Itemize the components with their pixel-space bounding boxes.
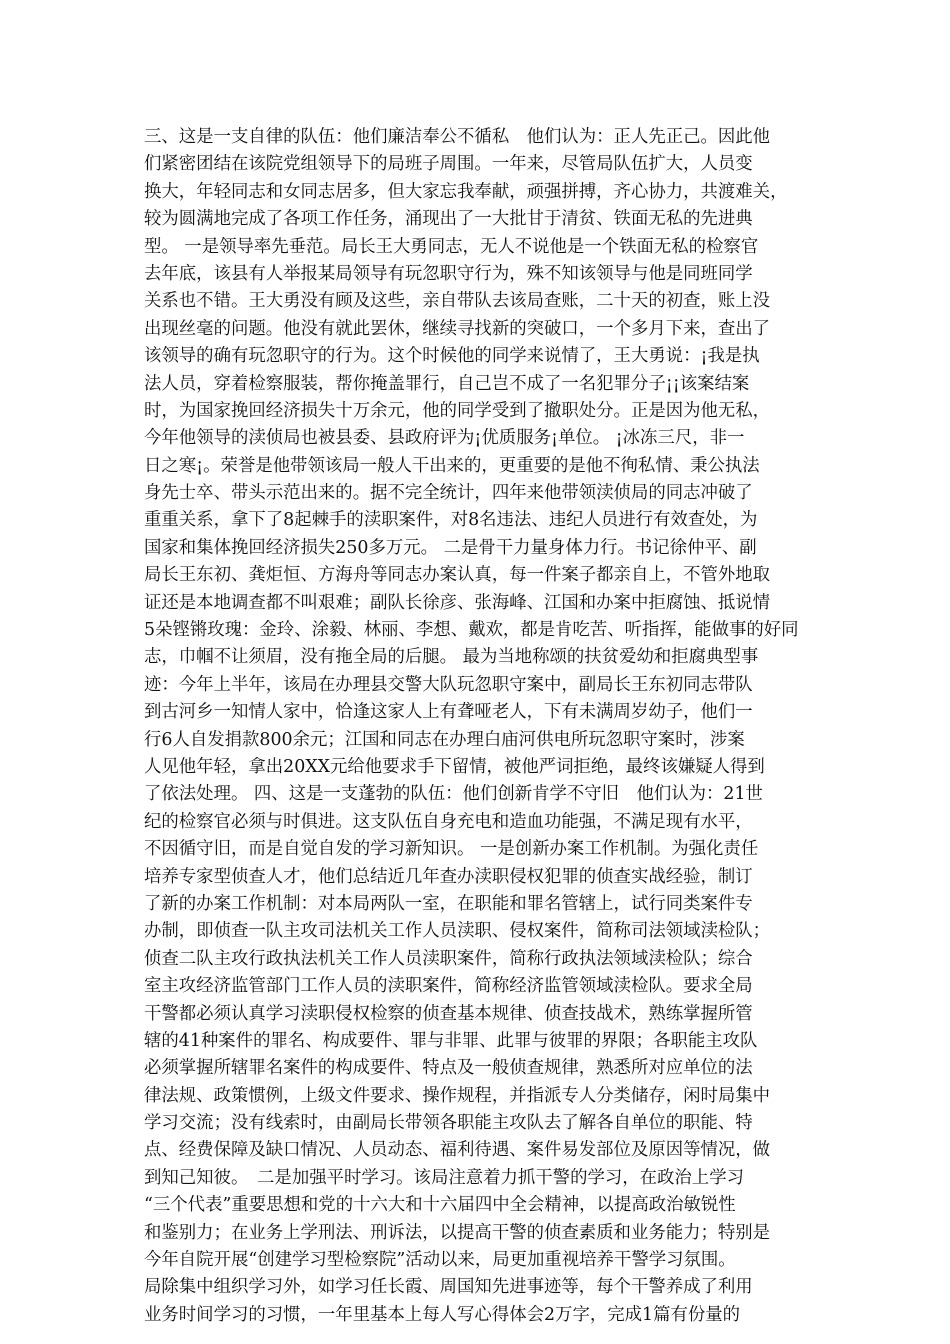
text-line: 较为圆满地完成了各项工作任务，涌现出了一大批甘于清贫、铁面无私的先进典 bbox=[144, 209, 753, 230]
text-line: 今年他领导的渎侦局也被县委、县政府评为¡优质服务¡单位。 ¡冰冻三尺，非一 bbox=[144, 428, 745, 449]
text-line: 行6人自发捐款800余元；江国和同志在办理白庙河供电所玩忽职守案时，涉案 bbox=[144, 729, 745, 750]
text-line: 了依法处理。 四、这是一支蓬勃的队伍：他们创新肯学不守旧 他们认为：21世 bbox=[144, 784, 763, 805]
text-line: 培养专家型侦查人才，他们总结近几年查办渎职侵权犯罪的侦查实战经验，制订 bbox=[144, 866, 753, 887]
text-line: 志，巾帼不让须眉，没有拖全局的后腿。 最为当地称颂的扶贫爱幼和拒腐典型事 bbox=[144, 647, 759, 668]
text-line: 国家和集体挽回经济损失250多万元。 二是骨干力量身体力行。书记徐仲平、副 bbox=[144, 537, 757, 558]
text-line: 和鉴别力；在业务上学刑法、刑诉法，以提高干警的侦查素质和业务能力；特别是 bbox=[144, 1222, 771, 1243]
text-line: 侦查二队主攻行政执法机关工作人员渎职案件，简称行政执法领域渎检队；综合 bbox=[144, 948, 753, 969]
text-line: 去年底，该县有人举报某局领导有玩忽职守行为，殊不知该领导与他是同班同学 bbox=[144, 263, 753, 284]
text-line: 不因循守旧，而是自觉自发的学习新知识。 一是创新办案工作机制。为强化责任 bbox=[144, 839, 759, 860]
text-line: 出现丝毫的问题。他没有就此罢休，继续寻找新的突破口，一个多月下来，查出了 bbox=[144, 318, 771, 339]
text-line: 日之寒¡。荣誉是他带领该局一般人干出来的，更重要的是他不徇私情、秉公执法 bbox=[144, 455, 760, 476]
text-line: 室主攻经济监管部门工作人员的渎职案件，简称经济监管领域渎检队。要求全局 bbox=[144, 976, 753, 997]
body-text bbox=[144, 124, 808, 1329]
text-line: 时，为国家挽回经济损失十万余元，他的同学受到了撤职处分。正是因为他无私， bbox=[144, 400, 771, 421]
text-line: 重重关系，拿下了8起棘手的渎职案件，对8名违法、违纪人员进行有效查处，为 bbox=[144, 510, 758, 531]
text-line: 人见他年轻，拿出20XX元给他要求手下留情，被他严词拒绝，最终该嫌疑人得到 bbox=[144, 756, 765, 777]
text-line: 学习交流；没有线索时，由副局长带领各职能主攻队去了解各自单位的职能、特 bbox=[144, 1113, 753, 1134]
text-line: 5朵铿锵玫瑰：金玲、涂毅、林丽、李想、戴欢，都是肯吃苦、听指挥，能做事的好同 bbox=[144, 620, 799, 641]
text-line: 点、经费保障及缺口情况、人员动态、福利待遇、案件易发部位及原因等情况，做 bbox=[144, 1140, 771, 1161]
text-line: “三个代表”重要思想和党的十六大和十六届四中全会精神，以提高政治敏锐性 bbox=[144, 1195, 736, 1216]
text-line: 换大，年轻同志和女同志居多，但大家忘我奉献，顽强拼搏，齐心协力，共渡难关， bbox=[144, 181, 788, 202]
text-line: 今年自院开展“创建学习型检察院”活动以来，局更加重视培养干警学习氛围。 bbox=[144, 1250, 736, 1271]
text-line: 辖的41种案件的罪名、构成要件、罪与非罪、此罪与彼罪的界限；各职能主攻队 bbox=[144, 1030, 758, 1051]
text-line: 迹：今年上半年，该局在办理县交警大队玩忽职守案中，副局长王东初同志带队 bbox=[144, 674, 753, 695]
text-line: 到古河乡一知情人家中，恰逢这家人上有聋哑老人，下有未满周岁幼子，他们一 bbox=[144, 702, 753, 723]
text-line: 局除集中组织学习外，如学习任长霞、周国知先进事迹等，每个干警养成了利用 bbox=[144, 1277, 753, 1298]
text-line: 办制，即侦查一队主攻司法机关工作人员渎职、侵权案件，简称司法领域渎检队； bbox=[144, 921, 771, 942]
text-line: 关系也不错。王大勇没有顾及这些，亲自带队去该局查账，二十天的初查，账上没 bbox=[144, 291, 771, 312]
text-line: 必须掌握所辖罪名案件的构成要件、特点及一般侦查规律，熟悉所对应单位的法 bbox=[144, 1058, 753, 1079]
text-line: 型。 一是领导率先垂范。局长王大勇同志，无人不说他是一个铁面无私的检察官 bbox=[144, 236, 759, 257]
text-line: 律法规、政策惯例，上级文件要求、操作规程，并指派专人分类储存，闲时局集中 bbox=[144, 1085, 771, 1106]
text-line: 该领导的确有玩忽职守的行为。这个时候他的同学来说情了，王大勇说：¡我是执 bbox=[144, 346, 760, 367]
text-line: 们紧密团结在该院党组领导下的局班子周围。一年来，尽管局队伍扩大，人员变 bbox=[144, 154, 753, 175]
text-line: 业务时间学习的习惯，一年里基本上每人写心得体会2万字，完成1篇有份量的 bbox=[144, 1304, 741, 1325]
text-line: 到知己知彼。 二是加强平时学习。该局注意着力抓干警的学习，在政治上学习 bbox=[144, 1167, 744, 1188]
text-line: 身先士卒、带头示范出来的。据不完全统计，四年来他带领渎侦局的同志冲破了 bbox=[144, 483, 753, 504]
text-line: 证还是本地调查都不叫艰难；副队长徐彦、张海峰、江国和办案中拒腐蚀、抵说情 bbox=[144, 592, 771, 613]
text-line: 纪的检察官必须与时俱进。这支队伍自身充电和造血功能强，不满足现有水平， bbox=[144, 811, 753, 832]
text-line: 三、这是一支自律的队伍：他们廉洁奉公不循私 他们认为：正人先正己。因此他 bbox=[144, 127, 771, 147]
text-line: 干警都必须认真学习渎职侵权检察的侦查基本规律、侦查技战术，熟练掌握所管 bbox=[144, 1003, 753, 1024]
text-line: 了新的办案工作机制：对本局两队一室，在职能和罪名管辖上，试行同类案件专 bbox=[144, 893, 753, 914]
text-line: 法人员，穿着检察服装，帮你掩盖罪行，自己岂不成了一名犯罪分子¡¡该案结案 bbox=[144, 373, 750, 394]
text-line: 局长王东初、龚炬恒、方海舟等同志办案认真，每一件案子都亲自上，不管外地取 bbox=[144, 565, 771, 586]
